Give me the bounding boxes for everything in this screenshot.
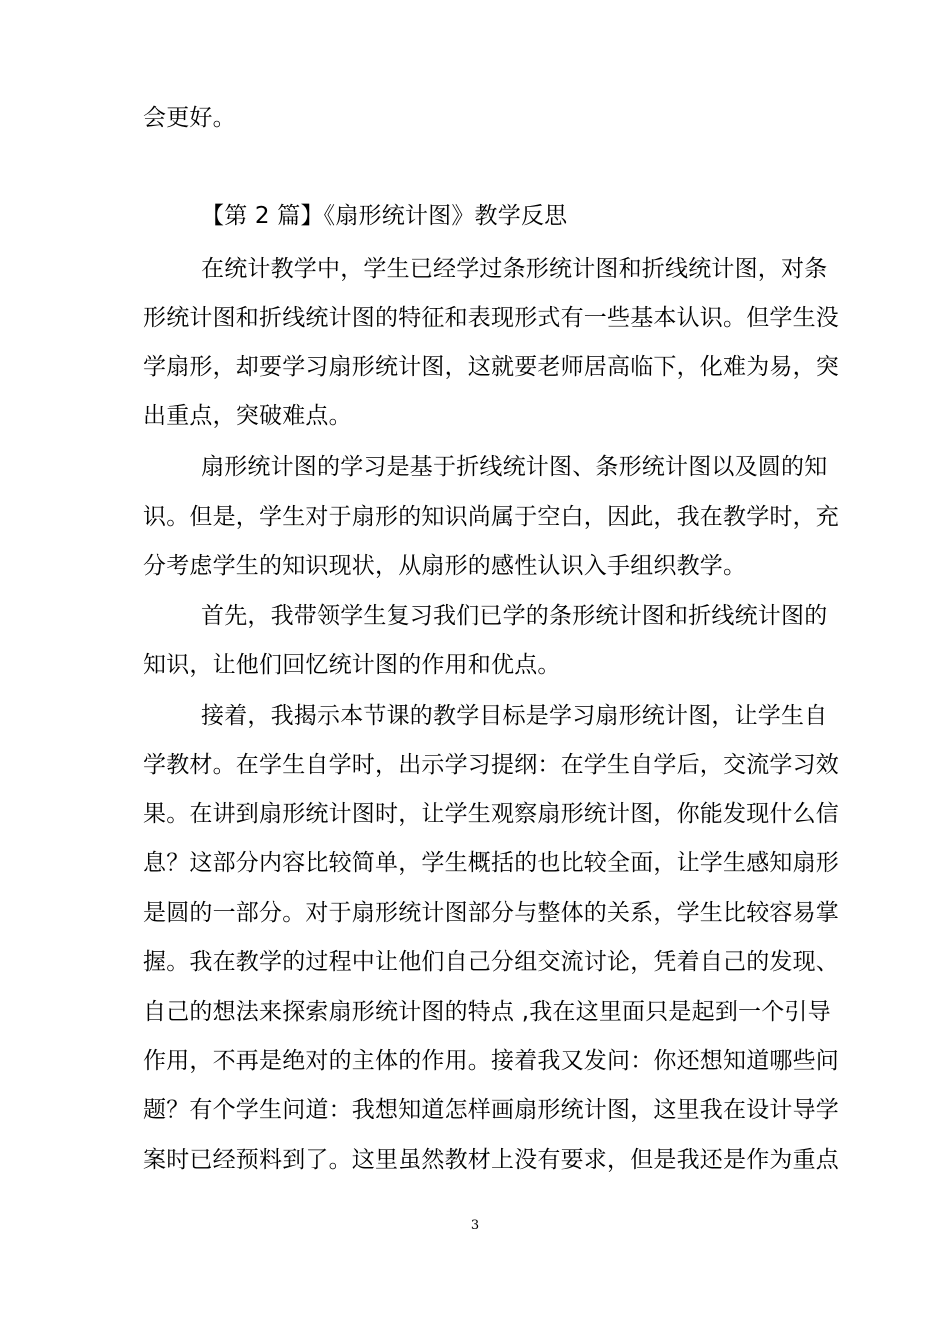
paragraph-line: 接着，我揭示本节课的教学目标是学习扇形统计图，让学生自 <box>201 703 828 729</box>
paragraph-line: 扇形统计图的学习是基于折线统计图、条形统计图以及圆的知 <box>201 454 828 480</box>
paragraph-line: 出重点，突破难点。 <box>143 403 352 429</box>
paragraph-line: 自己的想法来探索扇形统计图的特点 ,我在这里面只是起到一个引导 <box>143 999 831 1025</box>
paragraph-line: 在统计教学中，学生已经学过条形统计图和折线统计图，对条 <box>201 256 828 282</box>
paragraph-line: 识。但是，学生对于扇形的知识尚属于空白，因此，我在教学时，充 <box>143 504 839 530</box>
page-number: 3 <box>470 1218 480 1233</box>
paragraph-line: 学扇形，却要学习扇形统计图，这就要老师居高临下，化难为易，突 <box>143 354 839 380</box>
paragraph-line: 知识，让他们回忆统计图的作用和优点。 <box>143 652 561 678</box>
paragraph-line: 会更好。 <box>143 105 236 131</box>
paragraph-line: 果。在讲到扇形统计图时，让学生观察扇形统计图，你能发现什么信 <box>143 801 839 827</box>
paragraph-line: 分考虑学生的知识现状，从扇形的感性认识入手组织教学。 <box>143 553 747 579</box>
paragraph-line: 握。我在教学的过程中让他们自己分组交流讨论，凭着自己的发现、 <box>143 949 839 975</box>
paragraph-line: 形统计图和折线统计图的特征和表现形式有一些基本认识。但学生没 <box>143 305 839 331</box>
paragraph-line: 案时已经预料到了。这里虽然教材上没有要求，但是我还是作为重点 <box>143 1147 839 1173</box>
paragraph-line: 题？有个学生问道：我想知道怎样画扇形统计图，这里我在设计导学 <box>143 1097 839 1123</box>
paragraph-line: 息？这部分内容比较简单，学生概括的也比较全面，让学生感知扇形 <box>143 850 839 876</box>
paragraph-line: 学教材。在学生自学时，出示学习提纲：在学生自学后，交流学习效 <box>143 752 839 778</box>
paragraph-line: 首先，我带领学生复习我们已学的条形统计图和折线统计图的 <box>201 603 828 629</box>
section-heading: 【第 2 篇】《扇形统计图》教学反思 <box>201 203 568 229</box>
paragraph-line: 是圆的一部分。对于扇形统计图部分与整体的关系，学生比较容易掌 <box>143 900 839 926</box>
paragraph-line: 作用，不再是绝对的主体的作用。接着我又发问：你还想知道哪些问 <box>143 1048 839 1074</box>
